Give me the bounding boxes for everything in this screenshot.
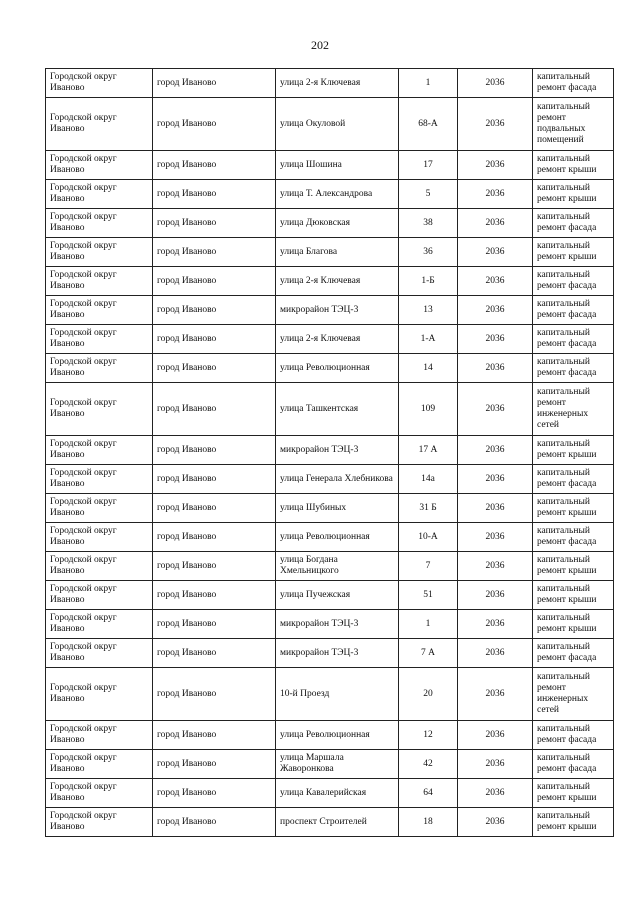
district-cell: Городской округ Иваново [46, 668, 153, 721]
page-number: 202 [311, 38, 329, 52]
work-type-cell: капитальный ремонт фасада [533, 267, 614, 296]
year-cell: 2036 [458, 750, 533, 779]
table-row [46, 721, 614, 750]
street-cell: улица Маршала Жаворонкова [276, 750, 399, 779]
city-cell: город Иваново [153, 721, 276, 750]
city-cell: город Иваново [153, 750, 276, 779]
year-cell: 2036 [458, 383, 533, 436]
district-cell: Городской округ Иваново [46, 721, 153, 750]
street-cell: улица Ташкентская [276, 383, 399, 436]
city-cell: город Иваново [153, 267, 276, 296]
street-cell: улица Революционная [276, 523, 399, 552]
house-cell: 1 [399, 69, 458, 98]
table-row [46, 668, 614, 721]
work-type-cell: капитальный ремонт крыши [533, 610, 614, 639]
year-cell: 2036 [458, 610, 533, 639]
year-cell: 2036 [458, 151, 533, 180]
street-cell: микрорайон ТЭЦ-3 [276, 436, 399, 465]
year-cell: 2036 [458, 209, 533, 238]
year-cell: 2036 [458, 267, 533, 296]
year-cell: 2036 [458, 581, 533, 610]
table-row [46, 98, 614, 151]
year-cell: 2036 [458, 69, 533, 98]
district-cell: Городской округ Иваново [46, 151, 153, 180]
city-cell: город Иваново [153, 151, 276, 180]
work-type-cell: капитальный ремонт фасада [533, 639, 614, 668]
table-row [46, 610, 614, 639]
city-cell: город Иваново [153, 436, 276, 465]
city-cell: город Иваново [153, 238, 276, 267]
district-cell: Городской округ Иваново [46, 69, 153, 98]
district-cell: Городской округ Иваново [46, 98, 153, 151]
house-cell: 7 А [399, 639, 458, 668]
city-cell: город Иваново [153, 779, 276, 808]
house-cell: 36 [399, 238, 458, 267]
district-cell: Городской округ Иваново [46, 209, 153, 238]
house-cell: 10-А [399, 523, 458, 552]
street-cell: улица Т. Александрова [276, 180, 399, 209]
street-cell: микрорайон ТЭЦ-3 [276, 296, 399, 325]
table-row [46, 552, 614, 581]
table-row [46, 465, 614, 494]
table-row [46, 325, 614, 354]
work-type-cell: капитальный ремонт инженерных сетей [533, 668, 614, 721]
house-cell: 51 [399, 581, 458, 610]
district-cell: Городской округ Иваново [46, 325, 153, 354]
house-cell: 13 [399, 296, 458, 325]
house-cell: 1 [399, 610, 458, 639]
work-type-cell: капитальный ремонт фасада [533, 721, 614, 750]
district-cell: Городской округ Иваново [46, 639, 153, 668]
city-cell: город Иваново [153, 465, 276, 494]
table-row [46, 639, 614, 668]
district-cell: Городской округ Иваново [46, 354, 153, 383]
street-cell: улица Благова [276, 238, 399, 267]
street-cell: улица 2-я Ключевая [276, 325, 399, 354]
work-type-cell: капитальный ремонт фасада [533, 465, 614, 494]
year-cell: 2036 [458, 494, 533, 523]
table-row [46, 238, 614, 267]
city-cell: город Иваново [153, 523, 276, 552]
street-cell: улица Шошина [276, 151, 399, 180]
district-cell: Городской округ Иваново [46, 552, 153, 581]
house-cell: 17 А [399, 436, 458, 465]
district-cell: Городской округ Иваново [46, 523, 153, 552]
district-cell: Городской округ Иваново [46, 750, 153, 779]
house-cell: 31 Б [399, 494, 458, 523]
house-cell: 14а [399, 465, 458, 494]
district-cell: Городской округ Иваново [46, 436, 153, 465]
house-cell: 64 [399, 779, 458, 808]
street-cell: улица Революционная [276, 721, 399, 750]
city-cell: город Иваново [153, 325, 276, 354]
table-row [46, 180, 614, 209]
work-type-cell: капитальный ремонт фасада [533, 523, 614, 552]
street-cell: микрорайон ТЭЦ-3 [276, 639, 399, 668]
work-type-cell: капитальный ремонт крыши [533, 552, 614, 581]
house-cell: 7 [399, 552, 458, 581]
street-cell: улица Революционная [276, 354, 399, 383]
house-cell: 12 [399, 721, 458, 750]
city-cell: город Иваново [153, 296, 276, 325]
city-cell: город Иваново [153, 808, 276, 837]
district-cell: Городской округ Иваново [46, 180, 153, 209]
street-cell: проспект Строителей [276, 808, 399, 837]
city-cell: город Иваново [153, 383, 276, 436]
year-cell: 2036 [458, 523, 533, 552]
city-cell: город Иваново [153, 180, 276, 209]
city-cell: город Иваново [153, 354, 276, 383]
table-row [46, 436, 614, 465]
year-cell: 2036 [458, 325, 533, 354]
district-cell: Городской округ Иваново [46, 296, 153, 325]
year-cell: 2036 [458, 552, 533, 581]
street-cell: улица 2-я Ключевая [276, 267, 399, 296]
registry-table-body [46, 69, 614, 837]
work-type-cell: капитальный ремонт подвальных помещений [533, 98, 614, 151]
work-type-cell: капитальный ремонт фасада [533, 750, 614, 779]
street-cell: улица Кавалерийская [276, 779, 399, 808]
city-cell: город Иваново [153, 98, 276, 151]
street-cell: улица Богдана Хмельницкого [276, 552, 399, 581]
year-cell: 2036 [458, 779, 533, 808]
work-type-cell: капитальный ремонт фасада [533, 69, 614, 98]
district-cell: Городской округ Иваново [46, 610, 153, 639]
table-row [46, 267, 614, 296]
table-row [46, 494, 614, 523]
house-cell: 1-А [399, 325, 458, 354]
house-cell: 1-Б [399, 267, 458, 296]
district-cell: Городской округ Иваново [46, 808, 153, 837]
year-cell: 2036 [458, 465, 533, 494]
work-type-cell: капитальный ремонт крыши [533, 779, 614, 808]
year-cell: 2036 [458, 296, 533, 325]
work-type-cell: капитальный ремонт фасада [533, 209, 614, 238]
work-type-cell: капитальный ремонт инженерных сетей [533, 383, 614, 436]
year-cell: 2036 [458, 668, 533, 721]
table-row [46, 69, 614, 98]
district-cell: Городской округ Иваново [46, 779, 153, 808]
table-row [46, 808, 614, 837]
district-cell: Городской округ Иваново [46, 267, 153, 296]
table-row [46, 383, 614, 436]
city-cell: город Иваново [153, 610, 276, 639]
house-cell: 42 [399, 750, 458, 779]
district-cell: Городской округ Иваново [46, 494, 153, 523]
year-cell: 2036 [458, 180, 533, 209]
work-type-cell: капитальный ремонт крыши [533, 494, 614, 523]
work-type-cell: капитальный ремонт фасада [533, 325, 614, 354]
registry-table [45, 68, 614, 837]
street-cell: улица Дюковская [276, 209, 399, 238]
house-cell: 68-А [399, 98, 458, 151]
district-cell: Городской округ Иваново [46, 465, 153, 494]
house-cell: 109 [399, 383, 458, 436]
table-row [46, 354, 614, 383]
work-type-cell: капитальный ремонт крыши [533, 151, 614, 180]
city-cell: город Иваново [153, 581, 276, 610]
house-cell: 18 [399, 808, 458, 837]
street-cell: улица Шубиных [276, 494, 399, 523]
table-row [46, 151, 614, 180]
work-type-cell: капитальный ремонт крыши [533, 238, 614, 267]
table-row [46, 523, 614, 552]
street-cell: улица Окуловой [276, 98, 399, 151]
work-type-cell: капитальный ремонт крыши [533, 436, 614, 465]
street-cell: улица Пучежская [276, 581, 399, 610]
street-cell: улица 2-я Ключевая [276, 69, 399, 98]
district-cell: Городской округ Иваново [46, 238, 153, 267]
city-cell: город Иваново [153, 668, 276, 721]
house-cell: 14 [399, 354, 458, 383]
city-cell: город Иваново [153, 209, 276, 238]
table-row [46, 779, 614, 808]
year-cell: 2036 [458, 98, 533, 151]
work-type-cell: капитальный ремонт фасада [533, 354, 614, 383]
city-cell: город Иваново [153, 552, 276, 581]
district-cell: Городской округ Иваново [46, 581, 153, 610]
work-type-cell: капитальный ремонт крыши [533, 180, 614, 209]
street-cell: микрорайон ТЭЦ-3 [276, 610, 399, 639]
table-row [46, 296, 614, 325]
year-cell: 2036 [458, 436, 533, 465]
table-row [46, 581, 614, 610]
year-cell: 2036 [458, 238, 533, 267]
district-cell: Городской округ Иваново [46, 383, 153, 436]
year-cell: 2036 [458, 354, 533, 383]
year-cell: 2036 [458, 808, 533, 837]
city-cell: город Иваново [153, 69, 276, 98]
year-cell: 2036 [458, 721, 533, 750]
table-row [46, 209, 614, 238]
street-cell: 10-й Проезд [276, 668, 399, 721]
city-cell: город Иваново [153, 494, 276, 523]
work-type-cell: капитальный ремонт крыши [533, 581, 614, 610]
city-cell: город Иваново [153, 639, 276, 668]
table-row [46, 750, 614, 779]
street-cell: улица Генерала Хлебникова [276, 465, 399, 494]
house-cell: 38 [399, 209, 458, 238]
house-cell: 20 [399, 668, 458, 721]
work-type-cell: капитальный ремонт крыши [533, 808, 614, 837]
house-cell: 17 [399, 151, 458, 180]
year-cell: 2036 [458, 639, 533, 668]
house-cell: 5 [399, 180, 458, 209]
work-type-cell: капитальный ремонт фасада [533, 296, 614, 325]
